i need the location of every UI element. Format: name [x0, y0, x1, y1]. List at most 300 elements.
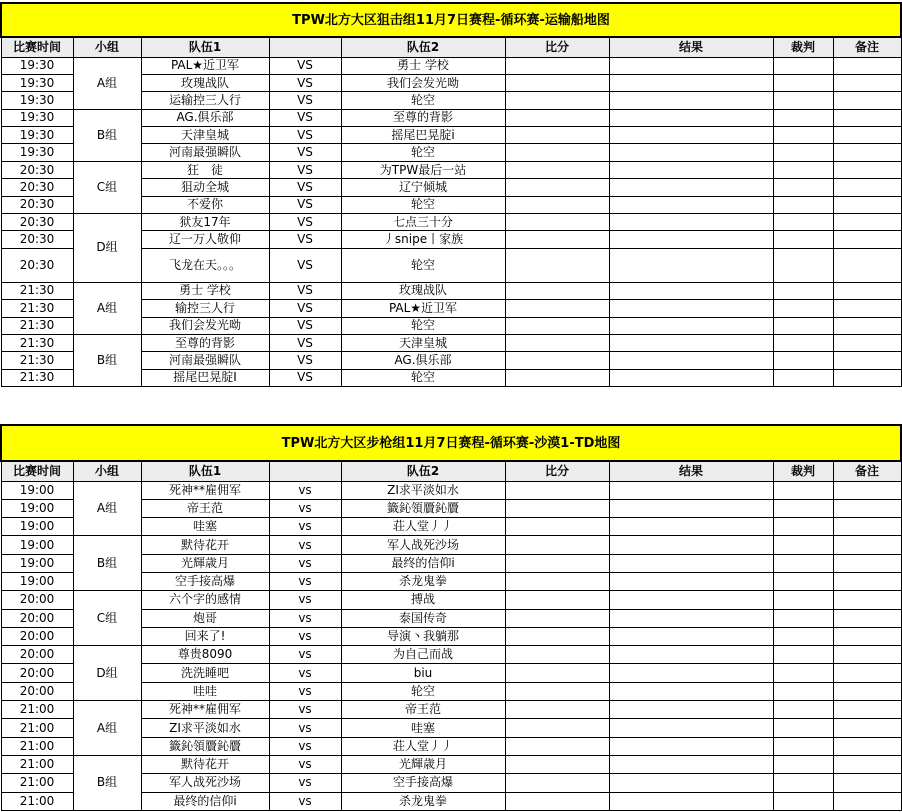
team1-cell[interactable]: 我们会发光呦: [141, 317, 269, 334]
result-cell[interactable]: [609, 248, 773, 282]
schedule-title: TPW北方大区狙击组11月7日赛程-循环赛-运输船地图: [1, 3, 901, 37]
header-result: 结果: [609, 37, 773, 57]
match-time-cell[interactable]: 20:00: [1, 591, 73, 609]
remarks-cell[interactable]: [833, 369, 901, 386]
remarks-cell[interactable]: [833, 518, 901, 536]
score-cell[interactable]: [505, 737, 609, 755]
referee-cell[interactable]: [773, 609, 833, 627]
team2-cell[interactable]: 荘人堂丿丿: [341, 518, 505, 536]
team2-cell[interactable]: 勇士 学校: [341, 57, 505, 74]
match-time-cell[interactable]: 21:30: [1, 317, 73, 334]
group-label-cell[interactable]: A组: [73, 282, 141, 334]
result-cell[interactable]: [609, 554, 773, 572]
remarks-cell[interactable]: [833, 231, 901, 248]
referee-cell[interactable]: [773, 701, 833, 719]
team2-cell[interactable]: 军人战死沙场: [341, 536, 505, 554]
team2-cell[interactable]: 丿snipe丨家族: [341, 231, 505, 248]
match-time-cell[interactable]: 20:30: [1, 214, 73, 231]
team1-cell[interactable]: 飞龙在天。。。: [141, 248, 269, 282]
referee-cell[interactable]: [773, 481, 833, 499]
score-cell[interactable]: [505, 682, 609, 700]
match-time-cell[interactable]: 19:30: [1, 74, 73, 91]
result-cell[interactable]: [609, 755, 773, 773]
header-time: 比赛时间: [1, 37, 73, 57]
remarks-cell[interactable]: [833, 144, 901, 161]
referee-cell[interactable]: [773, 57, 833, 74]
header-referee: 裁判: [773, 461, 833, 481]
team1-cell[interactable]: ZI求平淡如水: [141, 719, 269, 737]
header-group: 小组: [73, 461, 141, 481]
result-cell[interactable]: [609, 92, 773, 109]
team2-cell[interactable]: 七点三十分: [341, 214, 505, 231]
match-time-cell[interactable]: 20:00: [1, 609, 73, 627]
vs-cell: VS: [269, 231, 341, 248]
team2-cell[interactable]: AG.俱乐部: [341, 352, 505, 369]
referee-cell[interactable]: [773, 196, 833, 213]
match-time-cell[interactable]: 20:00: [1, 664, 73, 682]
score-cell[interactable]: [505, 369, 609, 386]
team1-cell[interactable]: 哇哇: [141, 682, 269, 700]
vs-cell: VS: [269, 144, 341, 161]
rifle-schedule-table: [0, 424, 902, 811]
score-cell[interactable]: [505, 591, 609, 609]
vs-cell: vs: [269, 774, 341, 792]
score-cell[interactable]: [505, 179, 609, 196]
group-label-cell[interactable]: A组: [73, 481, 141, 536]
remarks-cell[interactable]: [833, 282, 901, 299]
result-cell[interactable]: [609, 518, 773, 536]
team2-cell[interactable]: 轮空: [341, 248, 505, 282]
team1-cell[interactable]: 运输控三人行: [141, 92, 269, 109]
match-time-cell[interactable]: 19:30: [1, 109, 73, 126]
result-cell[interactable]: [609, 719, 773, 737]
team1-cell[interactable]: 帝王范: [141, 499, 269, 517]
remarks-cell[interactable]: [833, 300, 901, 317]
result-cell[interactable]: [609, 57, 773, 74]
result-cell[interactable]: [609, 609, 773, 627]
team1-cell[interactable]: 河南最强瞬队: [141, 352, 269, 369]
score-cell[interactable]: [505, 627, 609, 645]
score-cell[interactable]: [505, 300, 609, 317]
referee-cell[interactable]: [773, 317, 833, 334]
team2-cell[interactable]: 光輝歳月: [341, 755, 505, 773]
result-cell[interactable]: [609, 792, 773, 810]
match-time-cell[interactable]: 21:00: [1, 701, 73, 719]
score-cell[interactable]: [505, 161, 609, 178]
match-time-cell[interactable]: 19:30: [1, 144, 73, 161]
score-cell[interactable]: [505, 646, 609, 664]
score-cell[interactable]: [505, 317, 609, 334]
referee-cell[interactable]: [773, 300, 833, 317]
result-cell[interactable]: [609, 664, 773, 682]
score-cell[interactable]: [505, 248, 609, 282]
match-time-cell[interactable]: 21:30: [1, 300, 73, 317]
score-cell[interactable]: [505, 554, 609, 572]
vs-cell: vs: [269, 792, 341, 810]
score-cell[interactable]: [505, 792, 609, 810]
vs-cell: vs: [269, 499, 341, 517]
remarks-cell[interactable]: [833, 682, 901, 700]
score-cell[interactable]: [505, 352, 609, 369]
match-time-cell[interactable]: 21:00: [1, 719, 73, 737]
remarks-cell[interactable]: [833, 737, 901, 755]
remarks-cell[interactable]: [833, 627, 901, 645]
referee-cell[interactable]: [773, 518, 833, 536]
remarks-cell[interactable]: [833, 774, 901, 792]
result-cell[interactable]: [609, 179, 773, 196]
score-cell[interactable]: [505, 664, 609, 682]
table-row: [1, 646, 901, 664]
team1-cell[interactable]: AG.俱乐部: [141, 109, 269, 126]
team1-cell[interactable]: 输控三人行: [141, 300, 269, 317]
match-time-cell[interactable]: 21:00: [1, 774, 73, 792]
vs-cell: VS: [269, 352, 341, 369]
match-time-cell[interactable]: 19:00: [1, 481, 73, 499]
header-team1: 队伍1: [141, 461, 269, 481]
match-time-cell[interactable]: 20:30: [1, 196, 73, 213]
result-cell[interactable]: [609, 161, 773, 178]
vs-cell: VS: [269, 334, 341, 351]
team1-cell[interactable]: 死神**雇佣军: [141, 481, 269, 499]
team2-cell[interactable]: 轮空: [341, 369, 505, 386]
remarks-cell[interactable]: [833, 352, 901, 369]
team1-cell[interactable]: 摇尾巴晃腚I: [141, 369, 269, 386]
result-cell[interactable]: [609, 300, 773, 317]
result-cell[interactable]: [609, 144, 773, 161]
team1-cell[interactable]: 洗洗睡吧: [141, 664, 269, 682]
score-cell[interactable]: [505, 196, 609, 213]
header-team1: 队伍1: [141, 37, 269, 57]
match-time-cell[interactable]: 20:00: [1, 627, 73, 645]
referee-cell[interactable]: [773, 682, 833, 700]
team2-cell[interactable]: 帝王范: [341, 701, 505, 719]
remarks-cell[interactable]: [833, 554, 901, 572]
match-time-cell[interactable]: 20:30: [1, 179, 73, 196]
team1-cell[interactable]: 天津皇城: [141, 127, 269, 144]
header-result: 结果: [609, 461, 773, 481]
referee-cell[interactable]: [773, 334, 833, 351]
team2-cell[interactable]: 搏战: [341, 591, 505, 609]
group-label-cell[interactable]: D组: [73, 646, 141, 701]
header-team2: 队伍2: [341, 37, 505, 57]
referee-cell[interactable]: [773, 214, 833, 231]
result-cell[interactable]: [609, 627, 773, 645]
header-team2: 队伍2: [341, 461, 505, 481]
team1-cell[interactable]: 光輝歳月: [141, 554, 269, 572]
score-cell[interactable]: [505, 92, 609, 109]
team2-cell[interactable]: 荘人堂丿丿: [341, 737, 505, 755]
team2-cell[interactable]: 籤鈊領贗鈊贗: [341, 499, 505, 517]
team1-cell[interactable]: 空手接高爆: [141, 572, 269, 590]
group-label-cell[interactable]: A组: [73, 57, 141, 109]
group-label-cell[interactable]: A组: [73, 701, 141, 756]
team2-cell[interactable]: 轮空: [341, 682, 505, 700]
group-label-cell[interactable]: B组: [73, 109, 141, 161]
team1-cell[interactable]: 哇塞: [141, 518, 269, 536]
referee-cell[interactable]: [773, 74, 833, 91]
referee-cell[interactable]: [773, 591, 833, 609]
score-cell[interactable]: [505, 499, 609, 517]
vs-cell: vs: [269, 554, 341, 572]
remarks-cell[interactable]: [833, 664, 901, 682]
match-time-cell[interactable]: 21:00: [1, 792, 73, 810]
match-time-cell[interactable]: 20:30: [1, 248, 73, 282]
team1-cell[interactable]: 默待花开: [141, 755, 269, 773]
team2-cell[interactable]: 玫瑰战队: [341, 282, 505, 299]
team2-cell[interactable]: 为自己而战: [341, 646, 505, 664]
remarks-cell[interactable]: [833, 109, 901, 126]
result-cell[interactable]: [609, 591, 773, 609]
vs-cell: vs: [269, 609, 341, 627]
remarks-cell[interactable]: [833, 646, 901, 664]
referee-cell[interactable]: [773, 572, 833, 590]
match-time-cell[interactable]: 21:30: [1, 352, 73, 369]
match-time-cell[interactable]: 19:00: [1, 536, 73, 554]
team2-cell[interactable]: 最终的信仰i: [341, 554, 505, 572]
score-cell[interactable]: [505, 701, 609, 719]
remarks-cell[interactable]: [833, 74, 901, 91]
team2-cell[interactable]: 杀龙鬼拳: [341, 792, 505, 810]
referee-cell[interactable]: [773, 127, 833, 144]
referee-cell[interactable]: [773, 144, 833, 161]
table-row: [1, 214, 901, 231]
score-cell[interactable]: [505, 755, 609, 773]
team2-cell[interactable]: 轮空: [341, 92, 505, 109]
score-cell[interactable]: [505, 719, 609, 737]
referee-cell[interactable]: [773, 248, 833, 282]
result-cell[interactable]: [609, 282, 773, 299]
team1-cell[interactable]: 籤鈊領贗鈊贗: [141, 737, 269, 755]
table-row: [1, 701, 901, 719]
table-row: [1, 57, 901, 74]
match-time-cell[interactable]: 19:00: [1, 572, 73, 590]
remarks-cell[interactable]: [833, 536, 901, 554]
header-remarks: 备注: [833, 461, 901, 481]
referee-cell[interactable]: [773, 369, 833, 386]
result-cell[interactable]: [609, 352, 773, 369]
result-cell[interactable]: [609, 481, 773, 499]
referee-cell[interactable]: [773, 646, 833, 664]
referee-cell[interactable]: [773, 536, 833, 554]
score-cell[interactable]: [505, 518, 609, 536]
match-time-cell[interactable]: 21:30: [1, 369, 73, 386]
match-time-cell[interactable]: 20:30: [1, 161, 73, 178]
result-cell[interactable]: [609, 334, 773, 351]
score-cell[interactable]: [505, 572, 609, 590]
group-label-cell[interactable]: C组: [73, 161, 141, 213]
remarks-cell[interactable]: [833, 572, 901, 590]
team2-cell[interactable]: 至尊的背影: [341, 109, 505, 126]
header-group: 小组: [73, 37, 141, 57]
result-cell[interactable]: [609, 317, 773, 334]
remarks-cell[interactable]: [833, 792, 901, 810]
team2-cell[interactable]: 空手接高爆: [341, 774, 505, 792]
score-cell[interactable]: [505, 609, 609, 627]
remarks-cell[interactable]: [833, 609, 901, 627]
team1-cell[interactable]: 勇士 学校: [141, 282, 269, 299]
result-cell[interactable]: [609, 499, 773, 517]
referee-cell[interactable]: [773, 627, 833, 645]
team2-cell[interactable]: 摇尾巴晃腚i: [341, 127, 505, 144]
remarks-cell[interactable]: [833, 179, 901, 196]
referee-cell[interactable]: [773, 737, 833, 755]
referee-cell[interactable]: [773, 352, 833, 369]
team1-cell[interactable]: 狙动全城: [141, 179, 269, 196]
score-cell[interactable]: [505, 231, 609, 248]
team1-cell[interactable]: PAL★近卫军: [141, 57, 269, 74]
team2-cell[interactable]: 泰国传奇: [341, 609, 505, 627]
remarks-cell[interactable]: [833, 755, 901, 773]
team2-cell[interactable]: 我们会发光呦: [341, 74, 505, 91]
team2-cell[interactable]: 导演丶我躺那: [341, 627, 505, 645]
remarks-cell[interactable]: [833, 196, 901, 213]
remarks-cell[interactable]: [833, 317, 901, 334]
result-cell[interactable]: [609, 74, 773, 91]
team1-cell[interactable]: 尊贵8090: [141, 646, 269, 664]
referee-cell[interactable]: [773, 664, 833, 682]
team1-cell[interactable]: 辽一万人敬仰: [141, 231, 269, 248]
team1-cell[interactable]: 河南最强瞬队: [141, 144, 269, 161]
vs-cell: vs: [269, 719, 341, 737]
remarks-cell[interactable]: [833, 499, 901, 517]
match-time-cell[interactable]: 19:00: [1, 518, 73, 536]
remarks-cell[interactable]: [833, 719, 901, 737]
group-label-cell[interactable]: C组: [73, 591, 141, 646]
team2-cell[interactable]: 杀龙鬼拳: [341, 572, 505, 590]
score-cell[interactable]: [505, 774, 609, 792]
referee-cell[interactable]: [773, 499, 833, 517]
remarks-cell[interactable]: [833, 127, 901, 144]
vs-cell: vs: [269, 682, 341, 700]
team2-cell[interactable]: 轮空: [341, 196, 505, 213]
referee-cell[interactable]: [773, 109, 833, 126]
table-separator: [0, 410, 800, 424]
result-cell[interactable]: [609, 737, 773, 755]
remarks-cell[interactable]: [833, 481, 901, 499]
group-label-cell[interactable]: B组: [73, 536, 141, 591]
team1-cell[interactable]: 至尊的背影: [141, 334, 269, 351]
match-time-cell[interactable]: 20:00: [1, 646, 73, 664]
remarks-cell[interactable]: [833, 92, 901, 109]
referee-cell[interactable]: [773, 792, 833, 810]
result-cell[interactable]: [609, 369, 773, 386]
referee-cell[interactable]: [773, 774, 833, 792]
match-time-cell[interactable]: 21:00: [1, 755, 73, 773]
group-label-cell[interactable]: B组: [73, 755, 141, 810]
result-cell[interactable]: [609, 774, 773, 792]
score-cell[interactable]: [505, 57, 609, 74]
score-cell[interactable]: [505, 214, 609, 231]
referee-cell[interactable]: [773, 92, 833, 109]
referee-cell[interactable]: [773, 282, 833, 299]
result-cell[interactable]: [609, 127, 773, 144]
match-time-cell[interactable]: 19:00: [1, 554, 73, 572]
match-time-cell[interactable]: 19:30: [1, 92, 73, 109]
team1-cell[interactable]: 炮哥: [141, 609, 269, 627]
remarks-cell[interactable]: [833, 334, 901, 351]
team2-cell[interactable]: ZI求平淡如水: [341, 481, 505, 499]
remarks-cell[interactable]: [833, 161, 901, 178]
team1-cell[interactable]: 回来了!: [141, 627, 269, 645]
result-cell[interactable]: [609, 682, 773, 700]
match-time-cell[interactable]: 19:00: [1, 499, 73, 517]
match-time-cell[interactable]: 20:30: [1, 231, 73, 248]
team2-cell[interactable]: PAL★近卫军: [341, 300, 505, 317]
team1-cell[interactable]: 狱友17年: [141, 214, 269, 231]
referee-cell[interactable]: [773, 755, 833, 773]
match-time-cell[interactable]: 19:30: [1, 57, 73, 74]
remarks-cell[interactable]: [833, 248, 901, 282]
remarks-cell[interactable]: [833, 591, 901, 609]
team2-cell[interactable]: 为TPW最后一站: [341, 161, 505, 178]
match-time-cell[interactable]: 21:30: [1, 282, 73, 299]
score-cell[interactable]: [505, 144, 609, 161]
referee-cell[interactable]: [773, 719, 833, 737]
team1-cell[interactable]: 不爱你: [141, 196, 269, 213]
result-cell[interactable]: [609, 536, 773, 554]
vs-cell: vs: [269, 701, 341, 719]
team1-cell[interactable]: 玫瑰战队: [141, 74, 269, 91]
table-row: [1, 591, 901, 609]
team2-cell[interactable]: 天津皇城: [341, 334, 505, 351]
match-time-cell[interactable]: 19:30: [1, 127, 73, 144]
group-label-cell[interactable]: D组: [73, 214, 141, 283]
referee-cell[interactable]: [773, 231, 833, 248]
group-label-cell[interactable]: B组: [73, 334, 141, 386]
match-time-cell[interactable]: 21:00: [1, 737, 73, 755]
team1-cell[interactable]: 军人战死沙场: [141, 774, 269, 792]
vs-cell: vs: [269, 755, 341, 773]
score-cell[interactable]: [505, 127, 609, 144]
team1-cell[interactable]: 默待花开: [141, 536, 269, 554]
result-cell[interactable]: [609, 646, 773, 664]
team1-cell[interactable]: 最终的信仰i: [141, 792, 269, 810]
match-time-cell[interactable]: 20:00: [1, 682, 73, 700]
team1-cell[interactable]: 狂 徒: [141, 161, 269, 178]
match-time-cell[interactable]: 21:30: [1, 334, 73, 351]
result-cell[interactable]: [609, 701, 773, 719]
team2-cell[interactable]: biu: [341, 664, 505, 682]
remarks-cell[interactable]: [833, 701, 901, 719]
team2-cell[interactable]: 哇塞: [341, 719, 505, 737]
referee-cell[interactable]: [773, 554, 833, 572]
result-cell[interactable]: [609, 572, 773, 590]
score-cell[interactable]: [505, 109, 609, 126]
team1-cell[interactable]: 六个字的感情: [141, 591, 269, 609]
remarks-cell[interactable]: [833, 214, 901, 231]
referee-cell[interactable]: [773, 161, 833, 178]
result-cell[interactable]: [609, 109, 773, 126]
score-cell[interactable]: [505, 481, 609, 499]
referee-cell[interactable]: [773, 179, 833, 196]
score-cell[interactable]: [505, 536, 609, 554]
team1-cell[interactable]: 死神**雇佣军: [141, 701, 269, 719]
vs-cell: VS: [269, 300, 341, 317]
header-vs: [269, 461, 341, 481]
score-cell[interactable]: [505, 282, 609, 299]
team2-cell[interactable]: 辽宁倾城: [341, 179, 505, 196]
table-row: [1, 755, 901, 773]
result-cell[interactable]: [609, 231, 773, 248]
result-cell[interactable]: [609, 196, 773, 213]
team2-cell[interactable]: 轮空: [341, 317, 505, 334]
result-cell[interactable]: [609, 214, 773, 231]
team2-cell[interactable]: 轮空: [341, 144, 505, 161]
table-row: [1, 481, 901, 499]
score-cell[interactable]: [505, 74, 609, 91]
score-cell[interactable]: [505, 334, 609, 351]
remarks-cell[interactable]: [833, 57, 901, 74]
